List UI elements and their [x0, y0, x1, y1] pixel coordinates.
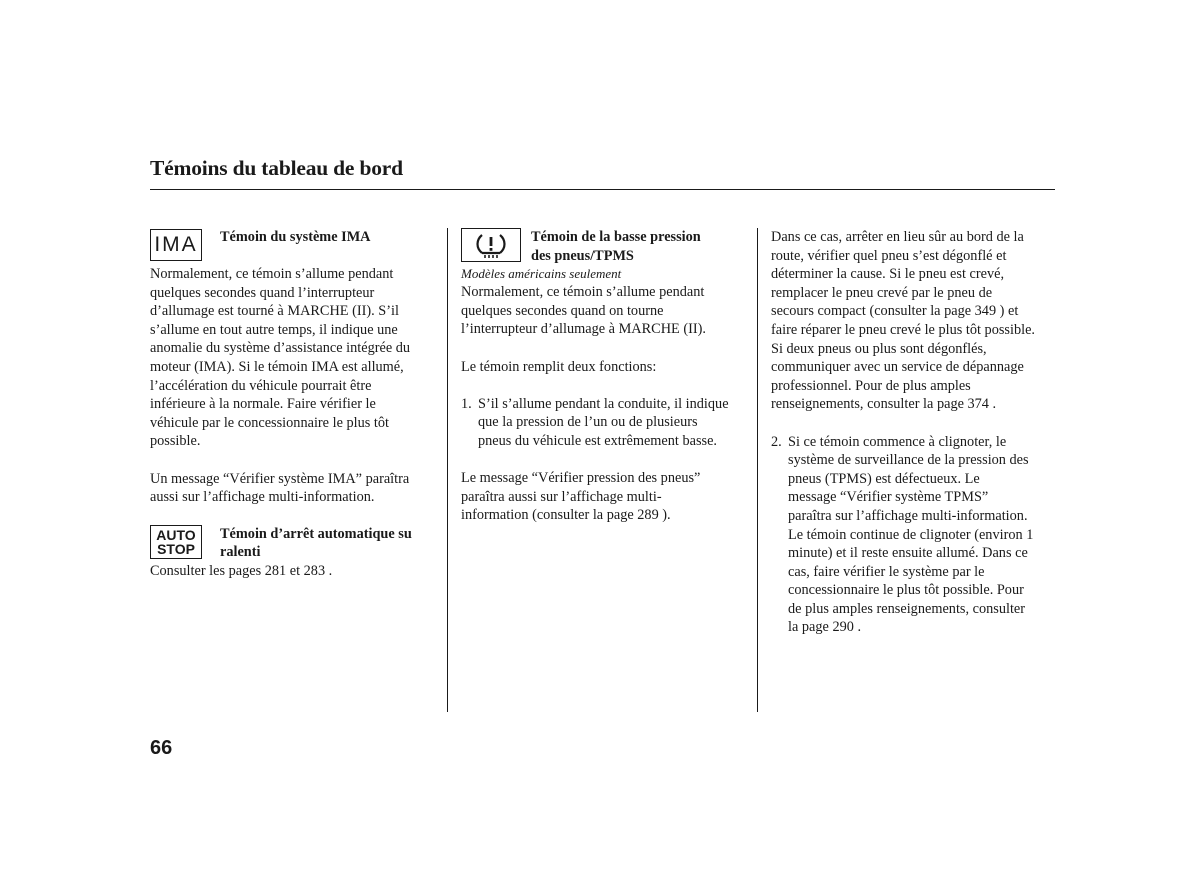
auto-stop-indicator-icon — [150, 525, 202, 559]
ima-line: véhicule par le concessionnaire le plus tôt — [150, 414, 389, 431]
ima-line: possible. — [150, 433, 201, 450]
list-item-line: minute) et il reste ensuite allumé. Dans ce — [788, 545, 1028, 562]
list-item-2 — [771, 433, 1066, 638]
ima-heading: Témoin du système IMA — [220, 229, 371, 245]
column-1 — [150, 228, 440, 581]
list-item-line: la page 290 . — [788, 619, 862, 636]
column-divider-1 — [447, 228, 448, 712]
autostop-icon-line: AUTO — [156, 526, 196, 543]
column-2 — [461, 228, 751, 525]
tpms-intro-line: Normalement, ce témoin s’allume pendant — [461, 284, 705, 301]
list-item-line: système de surveillance de la pression des — [788, 452, 1029, 469]
tpms-intro-line: quelques secondes quand on tourne — [461, 302, 664, 319]
autostop-heading-line: Témoin d’arrêt automatique su — [220, 525, 412, 542]
ima-line: d’allumage est tourné à MARCHE (II). S’il — [150, 303, 399, 320]
ima-icon-text: IMA — [154, 232, 198, 256]
col3-line: Dans ce cas, arrêter en lieu sûr au bord de la — [771, 229, 1024, 245]
ima-indicator-icon — [150, 229, 202, 261]
ima-line: Normalement, ce témoin s’allume pendant — [150, 266, 394, 282]
list-item-line: pneus (TPMS) est défectueux. Le — [788, 470, 980, 487]
autostop-section-header — [150, 525, 440, 562]
list-item-line: de plus amples renseignements, consulter — [788, 600, 1026, 617]
ima-message-line: aussi sur l’affichage multi-information. — [150, 489, 375, 506]
autostop-text: Consulter les pages 281 et 283 . — [150, 562, 333, 579]
ima-line: quelques secondes quand l’interrupteur — [150, 284, 375, 301]
list-item-line: S’il s’allume pendant la conduite, il indique — [478, 395, 729, 412]
tpms-heading — [531, 228, 701, 265]
autostop-heading-line: ralenti — [220, 544, 261, 561]
col3-line: déterminer la cause. Si le pneu est crevé, — [771, 266, 1005, 283]
column-3 — [771, 228, 1066, 637]
column-divider-2 — [757, 228, 758, 712]
tpms-section-header — [461, 228, 751, 265]
ima-body — [150, 265, 440, 507]
ima-line: s’allume en tout autre temps, il indique une — [150, 321, 398, 338]
models-note: Modèles américains seulement — [461, 266, 622, 282]
tpms-message-line: paraîtra aussi sur l’affichage multi- — [461, 488, 662, 505]
page-title: Témoins du tableau de bord — [150, 156, 403, 180]
list-number: 2. — [771, 433, 782, 450]
tpms-intro-line: l’interrupteur d’allumage à MARCHE (II). — [461, 321, 706, 338]
col3-line: professionnel. Pour de plus amples — [771, 377, 971, 394]
list-item-line: cas, faire vérifier le système par le — [788, 563, 985, 580]
tpms-message-line: information (consulter la page 289 ). — [461, 507, 671, 524]
list-item-line: Si ce témoin commence à clignoter, le — [788, 433, 1007, 450]
page-number: 66 — [150, 737, 173, 759]
tpms-warning-icon — [461, 228, 521, 262]
col3-line: route, vérifier quel pneu s’est dégonflé et — [771, 247, 1007, 264]
autostop-icon-line: STOP — [157, 540, 195, 557]
col3-line: communiquer avec un service de dépannage — [771, 359, 1024, 376]
ima-message-line: Un message “Vérifier système IMA” paraîtra — [150, 470, 410, 487]
col3-line: Si deux pneus ou plus sont dégonflés, — [771, 340, 987, 357]
col3-line: secours compact (consulter la page 349 ) et — [771, 303, 1019, 320]
col3-line: faire réparer le pneu crevé le plus tôt possible. — [771, 321, 1035, 338]
list-item-1 — [461, 395, 751, 451]
list-item-line: paraîtra sur l’affichage multi-information. — [788, 507, 1028, 524]
ima-line: inférieure à la normale. Faire vérifier le — [150, 396, 376, 413]
ima-line: moteur (IMA). Si le témoin IMA est allumé, — [150, 358, 404, 375]
title-rule — [150, 189, 1055, 190]
list-item-line: que la pression de l’un ou de plusieurs — [478, 414, 698, 431]
list-item-line: message “Vérifier système TPMS” — [788, 489, 989, 506]
tpms-heading-line: Témoin de la basse pression — [531, 229, 701, 245]
list-item-line: concessionnaire le plus tôt possible. Pour — [788, 582, 1024, 599]
tpms-heading-line: des pneus/TPMS — [531, 247, 634, 264]
col3-line: remplacer le pneu crevé par le pneu de — [771, 284, 993, 301]
autostop-heading — [220, 525, 412, 562]
tpms-message-line: Le message “Vérifier pression des pneus” — [461, 470, 701, 487]
ima-line: l’accélération du véhicule pourrait être — [150, 377, 372, 394]
list-number: 1. — [461, 395, 472, 412]
list-item-line: Le témoin continue de clignoter (environ 1 — [788, 526, 1034, 543]
functions-text: Le témoin remplit deux fonctions: — [461, 358, 657, 375]
col3-line: renseignements, consulter la page 374 . — [771, 396, 997, 413]
tpms-warning-icon-graphic — [471, 231, 511, 259]
ima-section-header — [150, 228, 440, 261]
list-item-line: pneus du véhicule est extrêmement basse. — [478, 432, 717, 449]
ima-line: anomalie du système d’assistance intégrée du — [150, 340, 411, 357]
